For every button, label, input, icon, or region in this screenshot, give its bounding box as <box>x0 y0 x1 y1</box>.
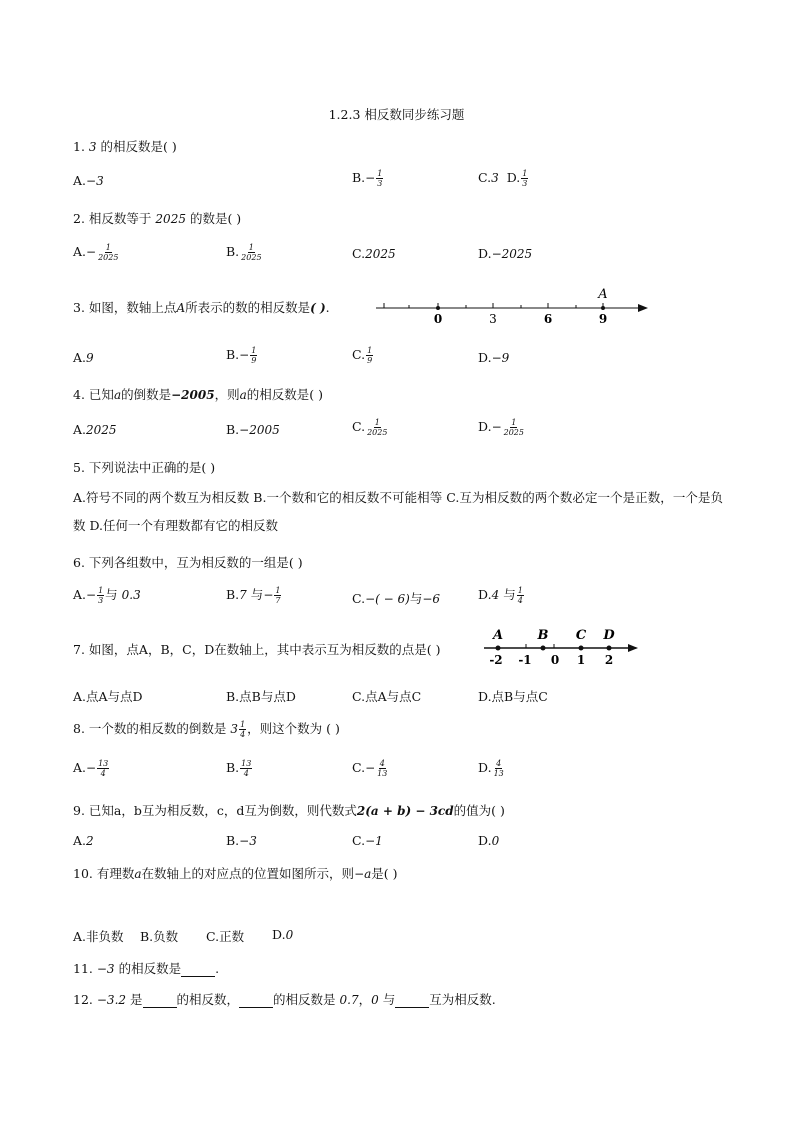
q8-option-c[interactable]: C.− $\frac{4}{13}$ <box>352 759 388 778</box>
point-label: B <box>537 628 549 643</box>
answer-blank[interactable] <box>181 965 215 977</box>
tick-label: 0 <box>433 312 443 326</box>
q7-option-d[interactable]: D.点B与点C <box>478 689 548 704</box>
question-6: 6. 下列各组数中，互为相反数的一组是( ) <box>73 555 303 570</box>
q7-option-c[interactable]: C.点A与点C <box>352 689 422 704</box>
question-3: 3. 如图，数轴上点A所表示的数的相反数是( ). <box>73 300 330 315</box>
q3-option-b[interactable]: B.− $\frac{1}{9}$ <box>226 346 257 365</box>
question-9: 9. 已知a，b互为相反数，c，d互为倒数，则代数式2(a + b) − 3cd的值为( ) <box>73 803 505 818</box>
q10-option-b[interactable]: B.负数 <box>140 929 179 944</box>
q6-option-b[interactable]: B.7 与− $\frac{1}{7}$ <box>226 586 281 605</box>
q6-option-a[interactable]: A.− $\frac{1}{3}$ 与 0.3 <box>73 586 141 605</box>
q4-option-a[interactable]: A.2025 <box>73 422 117 437</box>
q7-option-b[interactable]: B.点B与点D <box>226 689 296 704</box>
q2-option-b[interactable]: B. $\frac{1}{2025}$ <box>226 243 262 262</box>
q2-option-c[interactable]: C.2025 <box>352 246 396 261</box>
q9-option-d[interactable]: D.0 <box>478 833 500 848</box>
question-2: 2. 相反数等于 2025 的数是( ) <box>73 211 242 226</box>
q2-option-a[interactable]: A.− $\frac{1}{2025}$ <box>73 243 119 262</box>
question-4: 4. 已知a的倒数是−2005，则a的相反数是( ) <box>73 387 323 402</box>
q9-option-a[interactable]: A.2 <box>73 833 94 848</box>
q5-options[interactable]: A.符号不同的两个数互为相反数 B.一个数和它的相反数不可能相等 C.互为相反数的两个数必定一个是正数，一个是负数 D.任何一个有理数都有它的相反数 <box>73 490 723 533</box>
question-5: 5. 下列说法中正确的是( ) <box>73 460 216 475</box>
q3-option-d[interactable]: D.−9 <box>478 350 510 365</box>
page-title: 1.2.3 相反数同步练习题 <box>328 107 465 122</box>
question-11: 11. −3 的相反数是 . <box>73 961 220 976</box>
q8-option-b[interactable]: B. $\frac{13}{4}$ <box>226 759 252 778</box>
q8-option-d[interactable]: D. $\frac{4}{13}$ <box>478 759 504 778</box>
tick-label: 1 <box>576 653 586 667</box>
q4-option-d[interactable]: D.− $\frac{1}{2025}$ <box>478 418 524 437</box>
q10-option-c[interactable]: C.正数 <box>206 929 245 944</box>
tick-label: 2 <box>604 653 614 667</box>
point-label: D <box>603 628 615 643</box>
question-10: 10. 有理数a在数轴上的对应点的位置如图所示，则−a是( ) <box>73 866 398 881</box>
answer-blank[interactable] <box>239 996 273 1008</box>
q3-option-a[interactable]: A.9 <box>73 350 94 365</box>
q3-option-c[interactable]: C. $\frac{1}{9}$ <box>352 346 373 365</box>
point-label: A <box>492 628 504 643</box>
answer-blank[interactable] <box>395 996 429 1008</box>
q10-option-a[interactable]: A.非负数 <box>73 929 124 944</box>
q9-option-c[interactable]: C.−1 <box>352 833 383 848</box>
question-7: 7. 如图，点A，B，C，D在数轴上，其中表示互为相反数的点是( ) <box>73 642 441 657</box>
question-8: 8. 一个数的相反数的倒数是 3 $\frac{1}{4}$ ，则这个数为 ( ) <box>73 720 340 739</box>
tick-label: 0 <box>550 653 560 667</box>
q8-option-a[interactable]: A.− $\frac{13}{4}$ <box>73 759 109 778</box>
question-12: 12. −3.2 是 的相反数， 的相反数是 0.7，0 与 互为相反数. <box>73 992 496 1007</box>
question-1: 1. 3 的相反数是( ) <box>73 139 177 154</box>
q1-option-b[interactable]: B.− $\frac{1}{3}$ <box>352 169 383 188</box>
q4-option-c[interactable]: C. $\frac{1}{2025}$ <box>352 418 388 437</box>
point-label: C <box>575 628 587 643</box>
q4-option-b[interactable]: B.−2005 <box>226 422 280 437</box>
q1-option-c-d[interactable]: C.3 D. $\frac{1}{3}$ <box>478 169 528 188</box>
tick-label: 3 <box>489 312 497 326</box>
q1-option-a[interactable]: A.−3 <box>73 173 104 188</box>
tick-label: -1 <box>518 653 532 667</box>
q6-option-d[interactable]: D.4 与 $\frac{1}{4}$ <box>478 586 523 605</box>
q2-option-d[interactable]: D.−2025 <box>478 246 533 261</box>
answer-blank[interactable] <box>143 996 177 1008</box>
tick-label: 9 <box>598 312 608 326</box>
number-line-q7 <box>482 624 642 670</box>
tick-label: 6 <box>543 312 553 326</box>
tick-label: -2 <box>489 653 503 667</box>
q7-option-a[interactable]: A.点A与点D <box>73 689 143 704</box>
q6-option-c[interactable]: C.−( − 6)与−6 <box>352 591 441 606</box>
q9-option-b[interactable]: B.−3 <box>226 833 257 848</box>
q10-option-d[interactable]: D.0 <box>272 927 294 942</box>
number-line-q3 <box>372 282 652 326</box>
point-label: A <box>598 287 608 302</box>
